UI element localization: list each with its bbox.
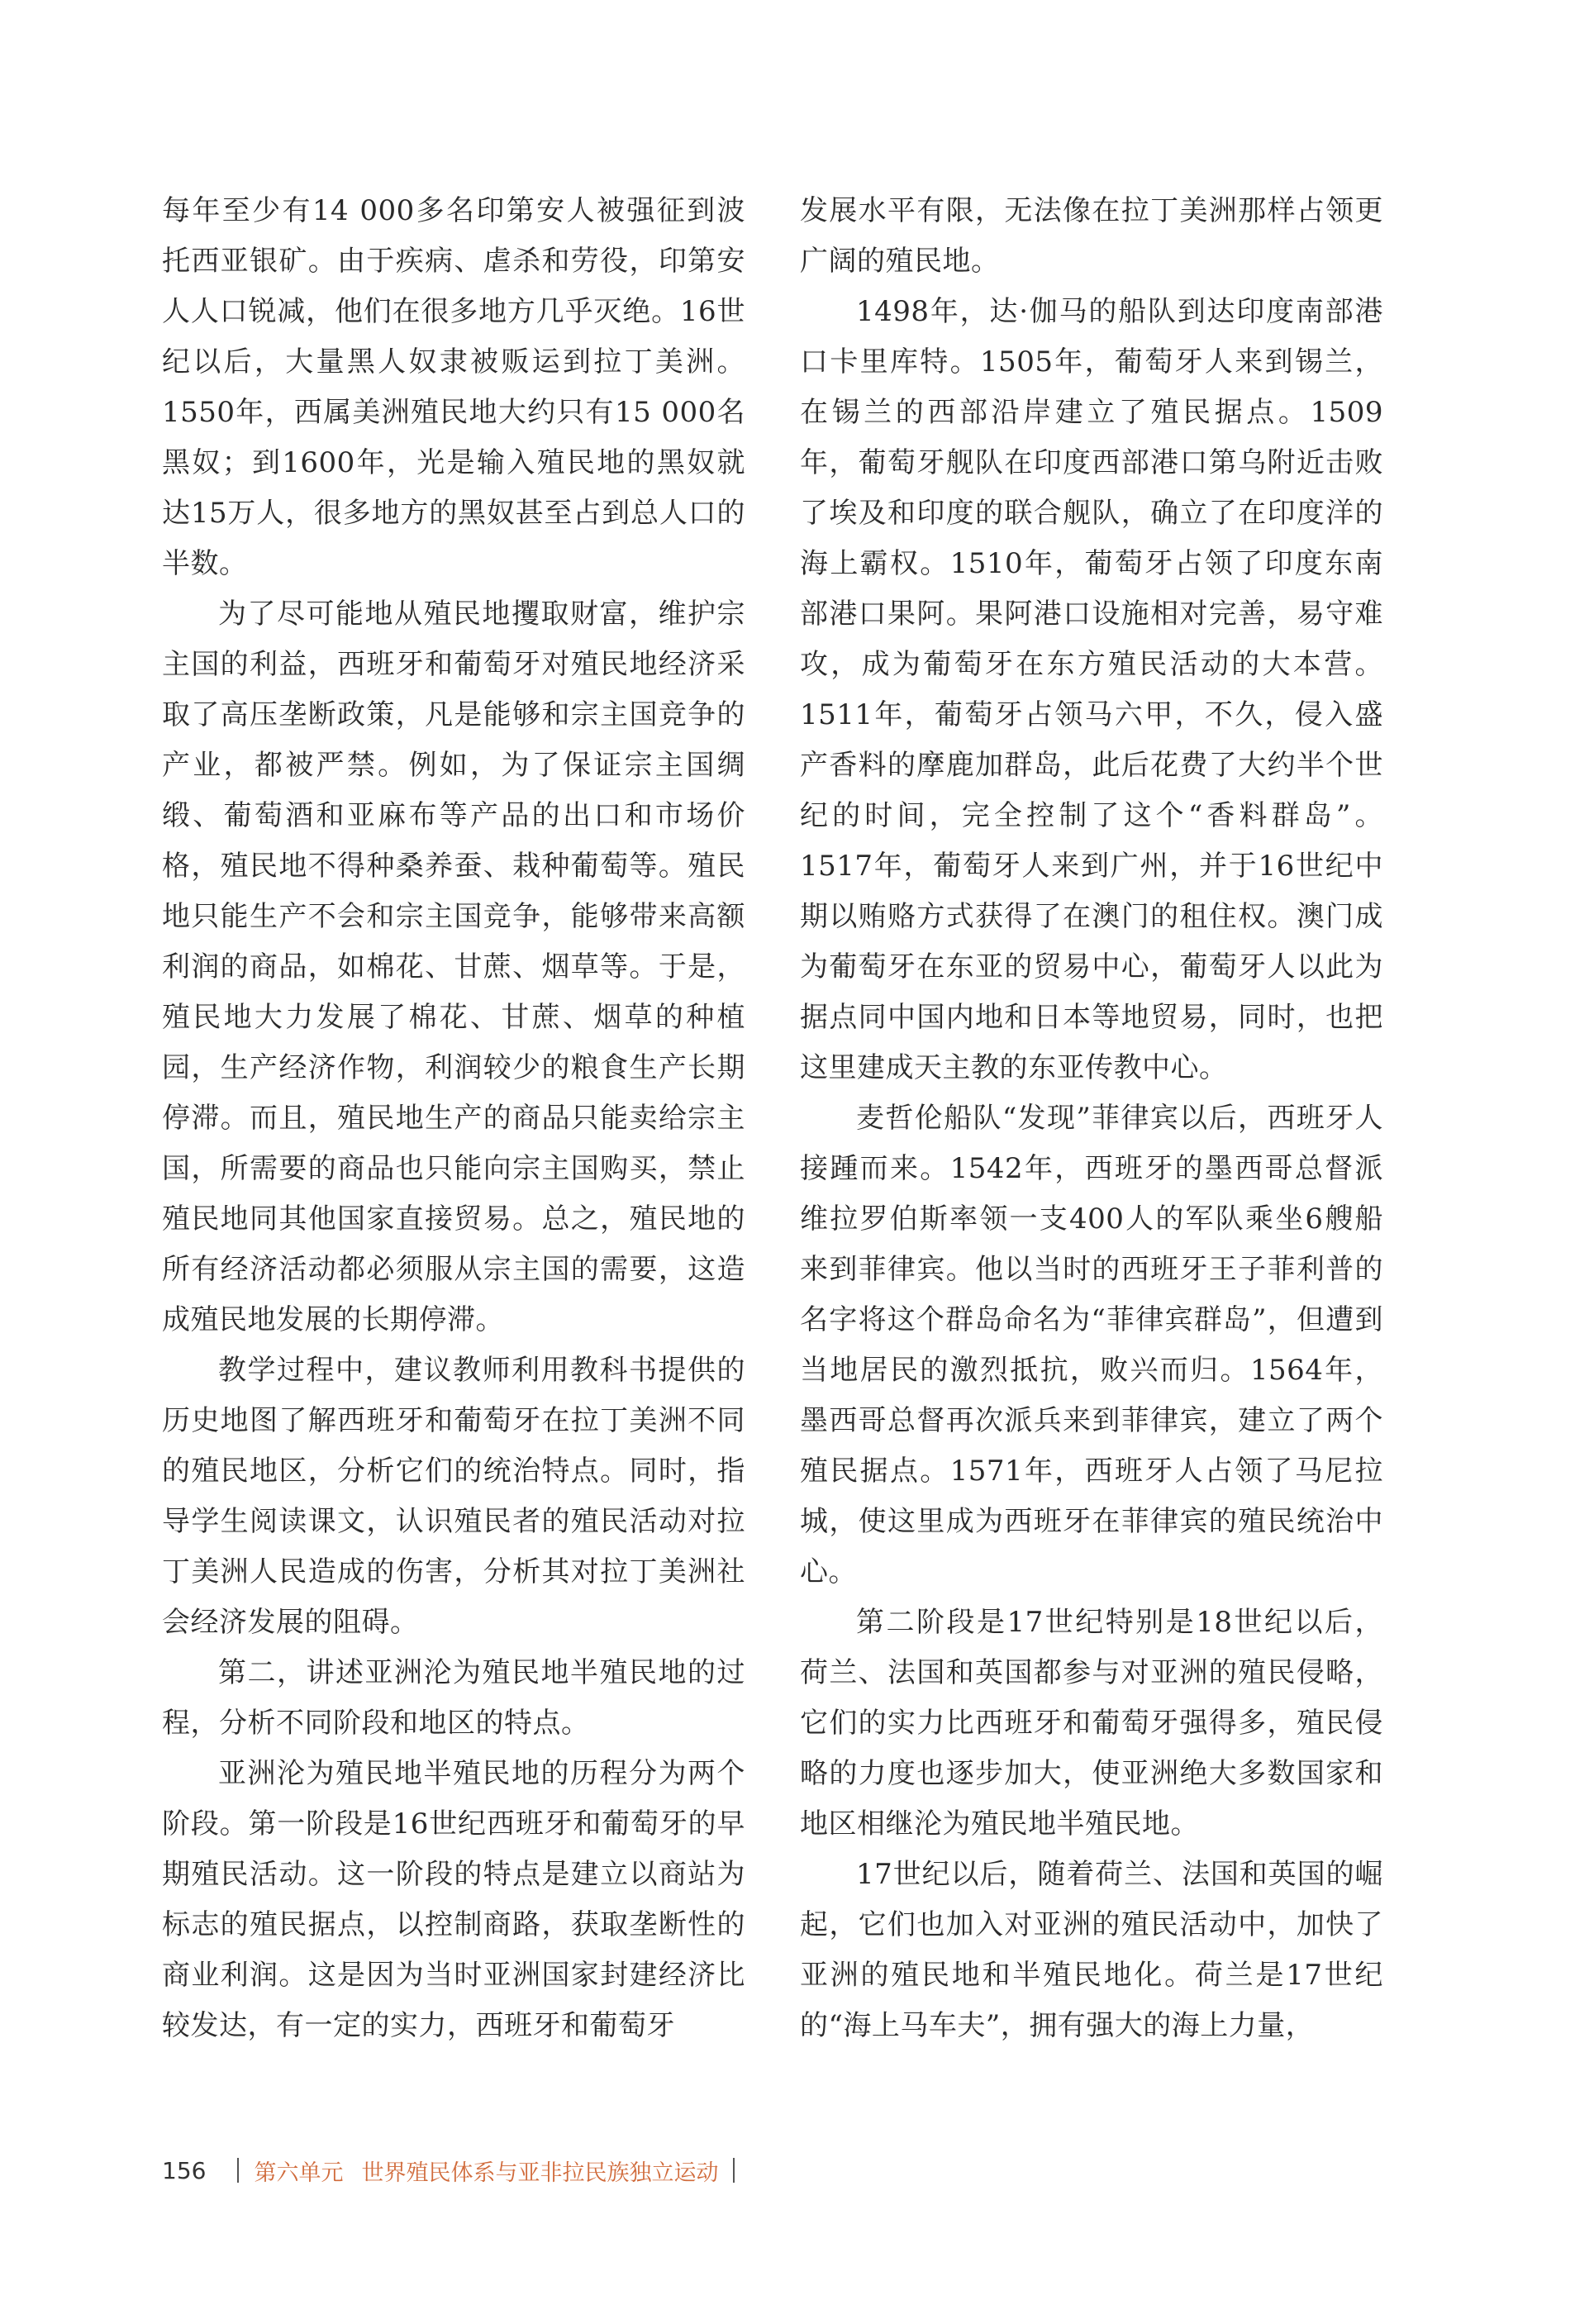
paragraph: 每年至少有14 000多名印第安人被强征到波托西亚银矿。由于疾病、虐杀和劳役，印第安人人口锐减，他们在很多地方几乎灭绝。16世纪以后，大量黑人奴隶被贩运到拉丁美洲。1550年，西属美洲殖民地大约只有15 000名黑奴；到1600年，光是输入殖民地的黑奴就达15万人，很多地方的黑奴甚至占到总人口的半数。	[162, 194, 745, 580]
paragraph: 17世纪以后，随着荷兰、法国和英国的崛起，它们也加入对亚洲的殖民活动中，加快了亚洲的殖民地和半殖民地化。荷兰是17世纪的“海上马车夫”，拥有强大的海上力量，	[800, 1858, 1383, 2042]
paragraph: 麦哲伦船队“发现”菲律宾以后，西班牙人接踵而来。1542年，西班牙的墨西哥总督派维拉罗伯斯率领一支400人的军队乘坐6艘船来到菲律宾。他以当时的西班牙王子菲利普的名字将这个群岛命名为“菲律宾群岛”，但遭到当地居民的激烈抵抗，败兴而归。1564年，墨西哥总督再次派兵来到菲律宾，建立了两个殖民据点。1571年，西班牙人占领了马尼拉城，使这里成为西班牙在菲律宾的殖民统治中心。	[800, 1102, 1383, 1588]
footer-divider	[733, 2158, 735, 2183]
left-column	[162, 186, 745, 2051]
paragraph: 发展水平有限，无法像在拉丁美洲那样占领更广阔的殖民地。	[800, 194, 1383, 278]
page-footer	[162, 2152, 735, 2188]
paragraph: 教学过程中，建议教师利用教科书提供的历史地图了解西班牙和葡萄牙在拉丁美洲不同的殖民地区，分析它们的统治特点。同时，指导学生阅读课文，认识殖民者的殖民活动对拉丁美洲人民造成的伤害，分析其对拉丁美洲社会经济发展的阻碍。	[162, 1354, 745, 1639]
unit-title: 世界殖民体系与亚非拉民族独立运动	[361, 2160, 719, 2186]
unit-label: 第六单元	[254, 2160, 344, 2186]
footer-divider	[237, 2158, 239, 2183]
paragraph: 1498年，达·伽马的船队到达印度南部港口卡里库特。1505年，葡萄牙人来到锡兰，在锡兰的西部沿岸建立了殖民据点。1509年，葡萄牙舰队在印度西部港口第乌附近击败了埃及和印度的联合舰队，确立了在印度洋的海上霸权。1510年，葡萄牙占领了印度东南部港口果阿。果阿港口设施相对完善，易守难攻，成为葡萄牙在东方殖民活动的大本营。1511年，葡萄牙占领马六甲，不久，侵入盛产香料的摩鹿加群岛，此后花费了大约半个世纪的时间，完全控制了这个“香料群岛”。1517年，葡萄牙人来到广州，并于16世纪中期以贿赂方式获得了在澳门的租住权。澳门成为葡萄牙在东亚的贸易中心，葡萄牙人以此为据点同中国内地和日本等地贸易，同时，也把这里建成天主教的东亚传教中心。	[800, 295, 1383, 1084]
paragraph: 亚洲沦为殖民地半殖民地的历程分为两个阶段。第一阶段是16世纪西班牙和葡萄牙的早期殖民活动。这一阶段的特点是建立以商站为标志的殖民据点，以控制商路，获取垄断性的商业利润。这是因为当时亚洲国家封建经济比较发达，有一定的实力，西班牙和葡萄牙	[162, 1757, 745, 2042]
right-column	[800, 186, 1383, 2051]
paragraph: 第二，讲述亚洲沦为殖民地半殖民地的过程，分析不同阶段和地区的特点。	[162, 1656, 745, 1740]
paragraph: 第二阶段是17世纪特别是18世纪以后，荷兰、法国和英国都参与对亚洲的殖民侵略，它们的实力比西班牙和葡萄牙强得多，殖民侵略的力度也逐步加大，使亚洲绝大多数国家和地区相继沦为殖民地半殖民地。	[800, 1606, 1383, 1841]
paragraph: 为了尽可能地从殖民地攫取财富，维护宗主国的利益，西班牙和葡萄牙对殖民地经济采取了高压垄断政策，凡是能够和宗主国竞争的产业，都被严禁。例如，为了保证宗主国绸缎、葡萄酒和亚麻布等产品的出口和市场价格，殖民地不得种桑养蚕、栽种葡萄等。殖民地只能生产不会和宗主国竞争，能够带来高额利润的商品，如棉花、甘蔗、烟草等。于是，殖民地大力发展了棉花、甘蔗、烟草的种植园，生产经济作物，利润较少的粮食生产长期停滞。而且，殖民地生产的商品只能卖给宗主国，所需要的商品也只能向宗主国购买，禁止殖民地同其他国家直接贸易。总之，殖民地的所有经济活动都必须服从宗主国的需要，这造成殖民地发展的长期停滞。	[162, 598, 745, 1336]
page-number: 156	[162, 2156, 207, 2184]
